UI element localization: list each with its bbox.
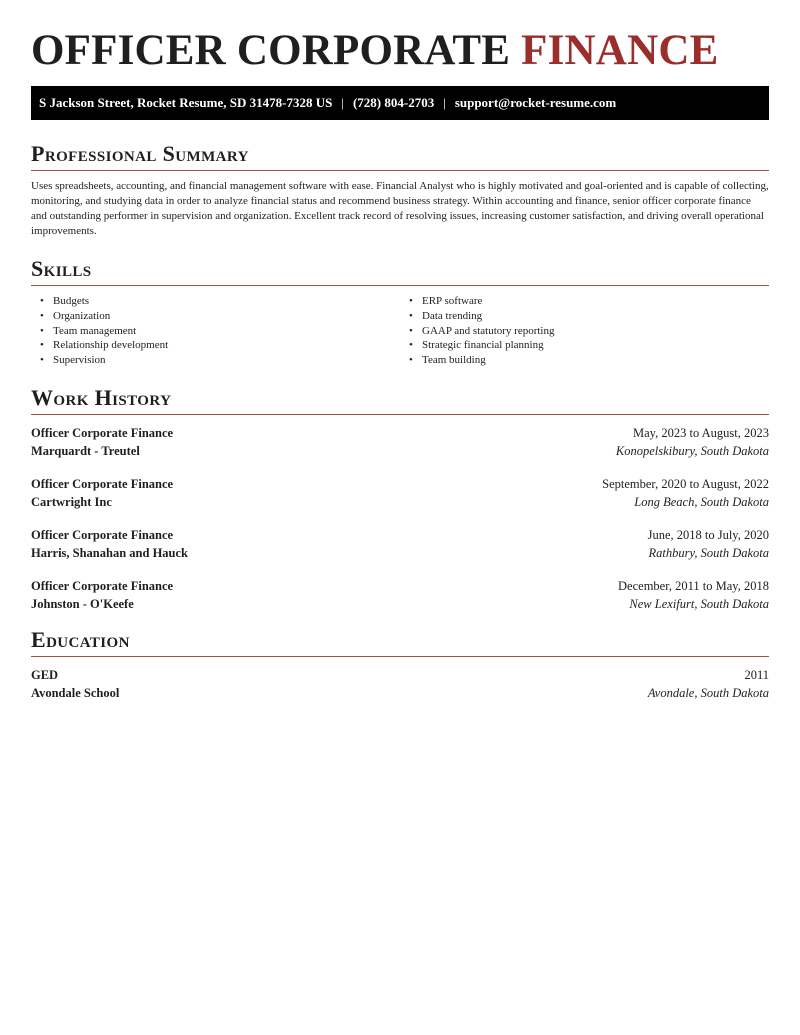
contact-phone: (728) 804-2703 bbox=[352, 95, 435, 110]
job-location: New Lexifurt, South Dakota bbox=[629, 597, 769, 611]
company-name: Harris, Shanahan and Hauck bbox=[31, 546, 188, 560]
job-title: Officer Corporate Finance bbox=[31, 528, 174, 542]
name-accent: FINANCE bbox=[521, 27, 719, 74]
contact-bar bbox=[31, 86, 769, 120]
candidate-name bbox=[31, 26, 718, 76]
skill-item: • GAAP and statutory reporting bbox=[422, 324, 769, 339]
skill-item: • Team building bbox=[422, 353, 769, 368]
skill-item: • Relationship development bbox=[53, 338, 400, 353]
work-entry bbox=[31, 475, 769, 511]
skills-list-left bbox=[31, 294, 400, 368]
job-location: Rathbury, South Dakota bbox=[648, 546, 769, 560]
skills-columns bbox=[31, 294, 769, 368]
education-section bbox=[31, 627, 769, 702]
job-location: Long Beach, South Dakota bbox=[634, 495, 769, 509]
skill-item: • Team management bbox=[53, 324, 400, 339]
education-entry bbox=[31, 666, 769, 702]
contact-address: S Jackson Street, Rocket Resume, SD 31478-7328 US bbox=[39, 95, 333, 110]
skills-section bbox=[31, 256, 769, 368]
section-divider bbox=[31, 414, 769, 415]
section-divider bbox=[31, 656, 769, 657]
education-title: Education bbox=[31, 627, 130, 652]
work-entry bbox=[31, 526, 769, 562]
work-entry bbox=[31, 424, 769, 460]
job-title: Officer Corporate Finance bbox=[31, 579, 174, 593]
summary-title: Professional Summary bbox=[31, 141, 249, 166]
skill-item: • Supervision bbox=[53, 353, 400, 368]
work-history-section bbox=[31, 385, 769, 613]
job-dates: June, 2018 to July, 2020 bbox=[647, 528, 769, 542]
school-location: Avondale, South Dakota bbox=[647, 686, 769, 700]
job-title: Officer Corporate Finance bbox=[31, 477, 174, 491]
school-name: Avondale School bbox=[31, 686, 120, 700]
company-name: Cartwright Inc bbox=[31, 495, 112, 509]
job-dates: September, 2020 to August, 2022 bbox=[602, 477, 769, 491]
job-location: Konopelskibury, South Dakota bbox=[615, 444, 769, 458]
contact-separator: | bbox=[443, 95, 446, 110]
company-name: Marquardt - Treutel bbox=[31, 444, 140, 458]
skills-title: Skills bbox=[31, 256, 92, 281]
contact-separator: | bbox=[341, 95, 344, 110]
company-name: Johnston - O'Keefe bbox=[31, 597, 134, 611]
skill-item: • Strategic financial planning bbox=[422, 338, 769, 353]
section-divider bbox=[31, 170, 769, 171]
work-entry bbox=[31, 577, 769, 613]
work-history-title: Work History bbox=[31, 385, 172, 410]
skills-list-right bbox=[400, 294, 769, 368]
section-divider bbox=[31, 285, 769, 286]
degree: GED bbox=[31, 668, 59, 682]
job-dates: May, 2023 to August, 2023 bbox=[633, 426, 769, 440]
summary-section bbox=[31, 141, 769, 239]
graduation-year: 2011 bbox=[744, 668, 769, 682]
contact-email: support@rocket-resume.com bbox=[454, 95, 617, 110]
job-title: Officer Corporate Finance bbox=[31, 426, 174, 440]
skill-item: • Organization bbox=[53, 309, 400, 324]
name-main: OFFICER CORPORATE bbox=[31, 27, 511, 74]
skill-item: • ERP software bbox=[422, 294, 769, 309]
skill-item: • Data trending bbox=[422, 309, 769, 324]
job-dates: December, 2011 to May, 2018 bbox=[618, 579, 769, 593]
summary-text: Uses spreadsheets, accounting, and financial management software with ease. Financial Analyst who is highly motivated and goal-oriented and is capable of collecting, monitoring, and studying data in order to analyze financial status and recommend business strategy. Within accounting and finance, senior officer corporate finance and outstanding performer in supervision and organization. Excellent track record of resolving issues, increasing customer satisfaction, and driving overall operational improvements. bbox=[31, 180, 769, 237]
skill-item: • Budgets bbox=[53, 294, 400, 309]
